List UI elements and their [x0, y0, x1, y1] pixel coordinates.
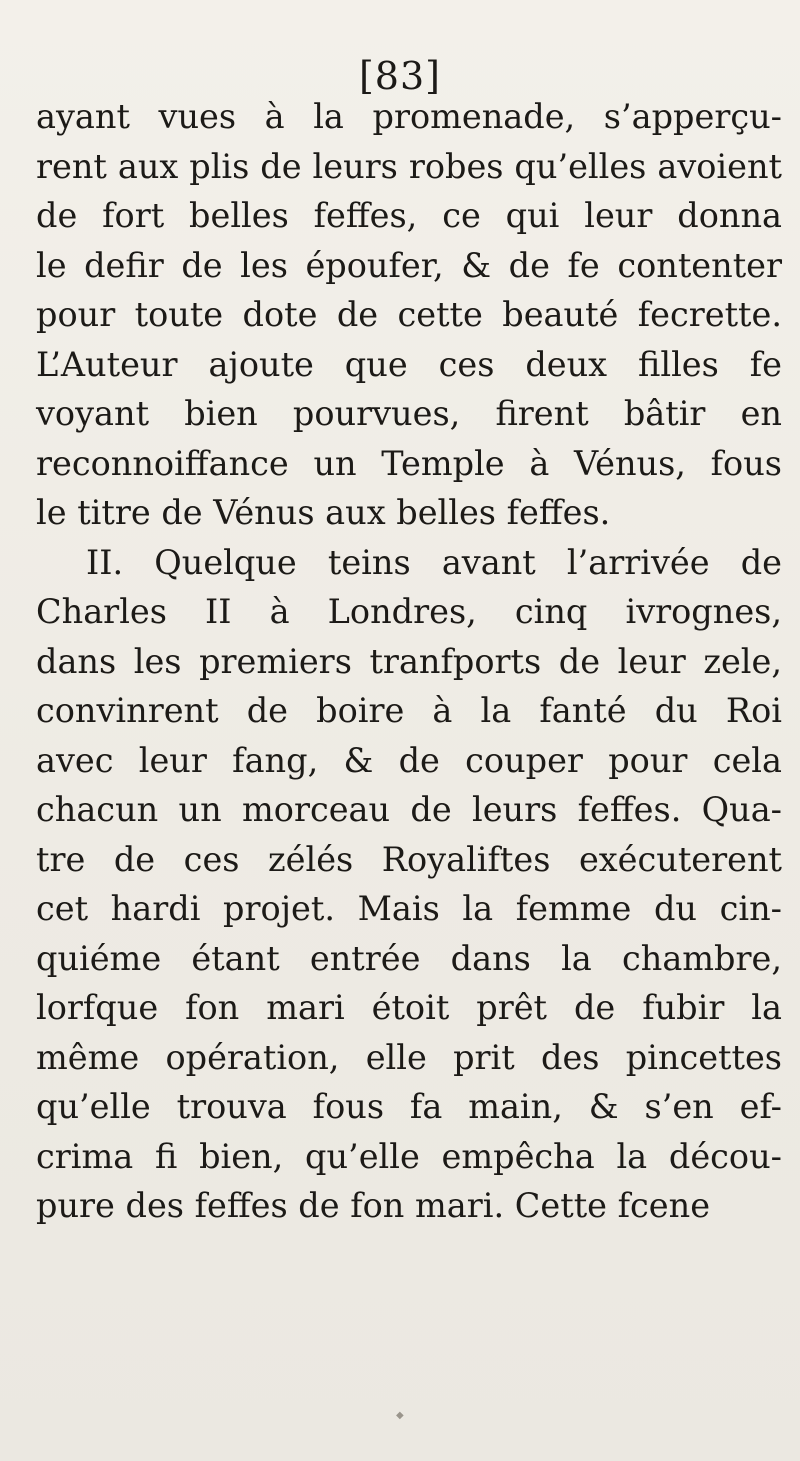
- text-line: dans les premiers tranfports de leur zele,: [36, 641, 782, 681]
- text-line: reconnoiffance un Temple à Vénus, fous: [36, 443, 782, 483]
- text-line: pour toute dote de cette beauté fecrette.: [36, 295, 782, 334]
- text-line: même opération, elle prit des pincettes: [36, 1037, 782, 1077]
- text-line: qu’elle trouva fous fa main, & s’en ef-: [36, 1087, 782, 1126]
- text-line: chacun un morceau de leurs feffes. Qua-: [36, 790, 782, 829]
- text-line: de fort belles feffes, ce qui leur donna: [36, 196, 782, 235]
- text-line: quiéme étant entrée dans la chambre,: [36, 938, 782, 978]
- text-line: lorfque fon mari étoit prêt de fubir la: [36, 988, 782, 1027]
- text-line: Charles II à Londres, cinq ivrognes,: [36, 592, 782, 631]
- text-line: cet hardi projet. Mais la femme du cin-: [36, 889, 782, 928]
- text-line: convinrent de boire à la fanté du Roi: [36, 691, 782, 730]
- text-line: II. Quelque teins avant l’arrivée de: [86, 542, 782, 582]
- text-line: le titre de Vénus aux belles feffes.: [36, 493, 611, 532]
- text-line: tre de ces zélés Royaliftes exécuterent: [36, 839, 782, 879]
- page-number: [83]: [358, 54, 441, 98]
- text-line: le defir de les époufer, & de fe contenter: [36, 245, 782, 285]
- text-line: voyant bien pourvues, firent bâtir en: [36, 394, 782, 433]
- text-line: avec leur fang, & de couper pour cela: [36, 740, 782, 780]
- text-line: crima fi bien, qu’elle empêcha la décou-: [36, 1136, 782, 1176]
- text-line: rent aux plis de leurs robes qu’elles avoient: [36, 146, 782, 186]
- text-line: pure des feffes de fon mari. Cette fcene: [36, 1186, 711, 1225]
- text-line: L’Auteur ajoute que ces deux filles fe: [36, 344, 782, 384]
- fold-mark-icon: ◆: [396, 1410, 404, 1421]
- body-text: [36, 92, 782, 1231]
- text-line: ayant vues à la promenade, s’apperçu-: [36, 97, 782, 136]
